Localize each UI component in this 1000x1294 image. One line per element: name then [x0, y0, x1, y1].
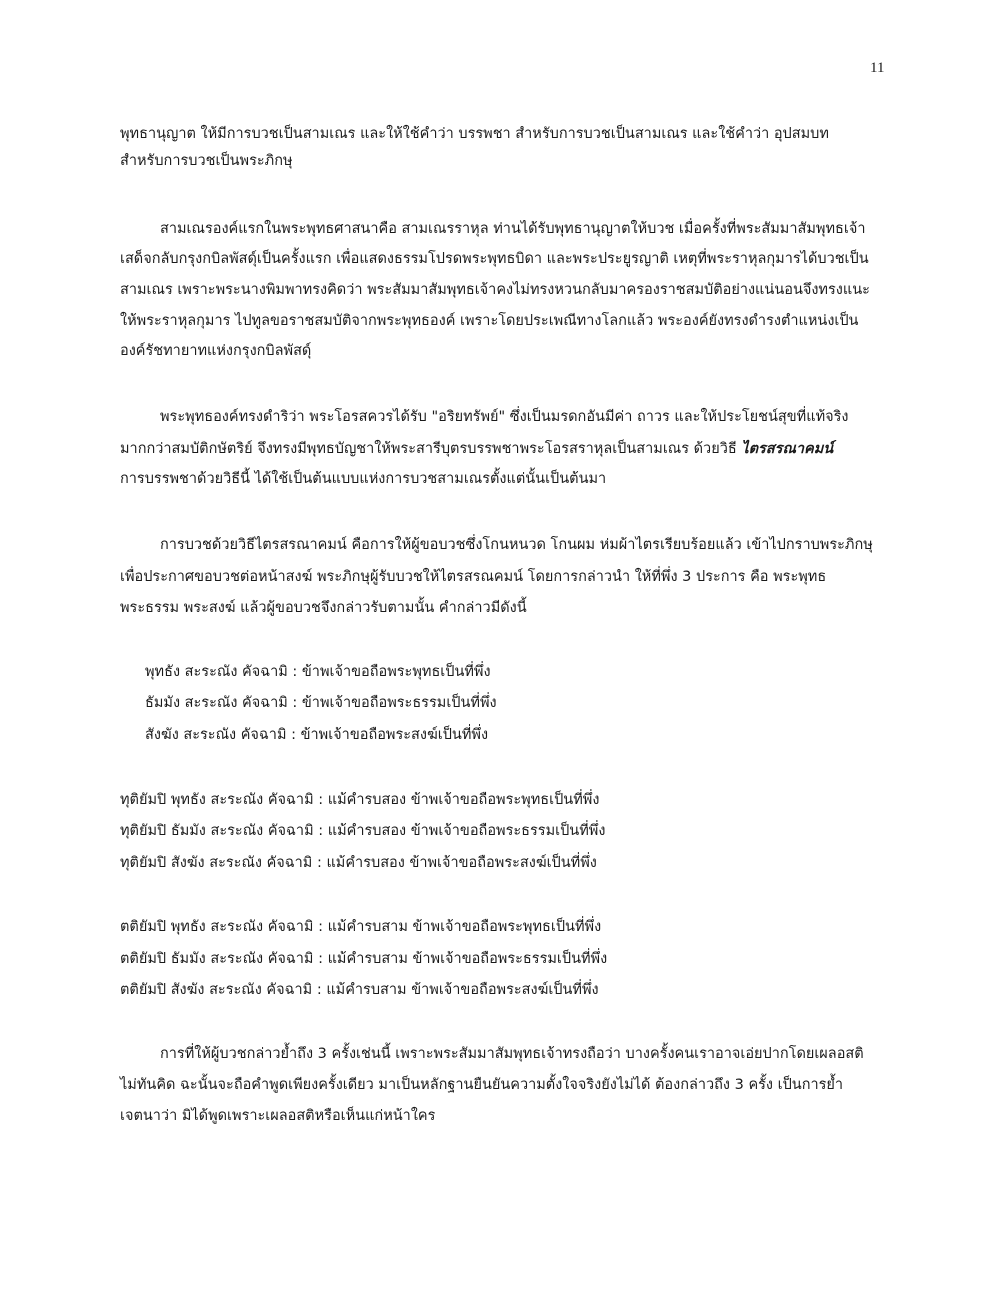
paragraph-1-line-1: พุทธานุญาต ให้มีการบวชเป็นสามเณร และให้ใช้คำว่า บรรพชา สำหรับการบวชเป็นสามเณร และใช้คำว่า อุปสมบท — [120, 126, 829, 142]
refuge-first-buddha: พุทธัง สะระณัง คัจฉามิ : ข้าพเจ้าขอถือพระพุทธเป็นที่พึ่ง — [145, 664, 491, 680]
refuge-second-buddha: ทุติยัมปิ พุทธัง สะระณัง คัจฉามิ : แม้คำรบสอง ข้าพเจ้าขอถือพระพุทธเป็นที่พึ่ง — [120, 792, 600, 808]
paragraph-5-line-3: เจตนาว่า มิได้พูดเพราะเผลอสติหรือเห็นแก่หน้าใคร — [120, 1108, 436, 1124]
refuge-first-dhamma: ธัมมัง สะระณัง คัจฉามิ : ข้าพเจ้าขอถือพระธรรมเป็นที่พึ่ง — [145, 695, 497, 711]
paragraph-5-line-1: การที่ให้ผู้บวชกล่าวย้ำถึง 3 ครั้งเช่นนี้ เพราะพระสัมมาสัมพุทธเจ้าทรงถือว่า บางครั้งคนเราอาจเอ่ยปากโดยเผลอสติ — [160, 1046, 864, 1062]
refuge-third-dhamma: ตติยัมปิ ธัมมัง สะระณัง คัจฉามิ : แม้คำรบสาม ข้าพเจ้าขอถือพระธรรมเป็นที่พึ่ง — [120, 951, 608, 967]
paragraph-2-line-5: องค์รัชทายาทแห่งกรุงกบิลพัสดุ์ — [120, 343, 312, 359]
refuge-third-buddha: ตติยัมปิ พุทธัง สะระณัง คัจฉามิ : แม้คำรบสาม ข้าพเจ้าขอถือพระพุทธเป็นที่พึ่ง — [120, 919, 602, 935]
refuge-first-sangha: สังฆัง สะระณัง คัจฉามิ : ข้าพเจ้าขอถือพระสงฆ์เป็นที่พึ่ง — [145, 727, 489, 743]
paragraph-4-line-2: เพื่อประกาศขอบวชต่อหน้าสงฆ์ พระภิกษุผู้รับบวชให้ไตรสรณคมน์ โดยการกล่าวนำ ให้ที่พึ่ง 3 ประการ คือ พระพุทธ — [120, 569, 827, 585]
page-number: 11 — [870, 60, 885, 76]
refuge-second-sangha: ทุติยัมปิ สังฆัง สะระณัง คัจฉามิ : แม้คำรบสอง ข้าพเจ้าขอถือพระสงฆ์เป็นที่พึ่ง — [120, 855, 597, 871]
paragraph-3-line-2 — [120, 439, 833, 459]
paragraph-4-line-1: การบวชด้วยวิธีไตรสรณาคมน์ คือการให้ผู้ขอบวชซึ่งโกนหนวด โกนผม ห่มผ้าไตรเรียบร้อยแล้ว เข้าไปกราบพระภิกษุ — [160, 537, 873, 553]
paragraph-3-line-1: พระพุทธองค์ทรงดำริว่า พระโอรสควรได้รับ "อริยทรัพย์" ซึ่งเป็นมรดกอันมีค่า ถาวร และให้ประโยชน์สุขที่แท้จริง — [160, 409, 849, 425]
paragraph-4-line-3: พระธรรม พระสงฆ์ แล้วผู้ขอบวชจึงกล่าวรับตามนั้น คำกล่าวมีดังนี้ — [120, 600, 527, 616]
refuge-third-sangha: ตติยัมปิ สังฆัง สะระณัง คัจฉามิ : แม้คำรบสาม ข้าพเจ้าขอถือพระสงฆ์เป็นที่พึ่ง — [120, 982, 599, 998]
paragraph-5-line-2: ไม่ทันคิด ฉะนั้นจะถือคำพูดเพียงครั้งเดียว มาเป็นหลักฐานยืนยันความตั้งใจจริงยังไม่ได้ ต้องกล่าวถึง 3 ครั้ง เป็นการย้ำ — [120, 1077, 844, 1093]
refuge-second-dhamma: ทุติยัมปิ ธัมมัง สะระณัง คัจฉามิ : แม้คำรบสอง ข้าพเจ้าขอถือพระธรรมเป็นที่พึ่ง — [120, 823, 606, 839]
paragraph-2-line-4: ให้พระราหุลกุมาร ไปทูลขอราชสมบัติจากพระพุทธองค์ เพราะโดยประเพณีทางโลกแล้ว พระองค์ยังทรงดำรงตำแหน่งเป็น — [120, 313, 859, 329]
paragraph-2-line-1: สามเณรองค์แรกในพระพุทธศาสนาคือ สามเณรราหุล ท่านได้รับพุทธานุญาตให้บวช เมื่อครั้งที่พระสัมมาสัมพุทธเจ้า — [160, 221, 866, 237]
paragraph-3-line-3: การบรรพชาด้วยวิธีนี้ ได้ใช้เป็นต้นแบบแห่งการบวชสามเณรตั้งแต่นั้นเป็นต้นมา — [120, 471, 607, 487]
paragraph-3-line-2-text: มากกว่าสมบัติกษัตริย์ จึงทรงมีพุทธบัญชาให้พระสารีบุตรบรรพชาพระโอรสราหุลเป็นสามเณร ด้วยวิธี — [120, 441, 742, 457]
emphasis-term: ไตรสรณาคมน์ — [741, 441, 834, 457]
paragraph-2-line-2: เสด็จกลับกรุงกบิลพัสดุ์เป็นครั้งแรก เพื่อแสดงธรรมโปรดพระพุทธบิดา และพระประยูรญาติ เหตุที่พระราหุลกุมารได้บวชเป็น — [120, 251, 869, 267]
paragraph-2-line-3: สามเณร เพราะพระนางพิมพาทรงคิดว่า พระสัมมาสัมพุทธเจ้าคงไม่ทรงหวนกลับมาครองราชสมบัติอย่างแน่นอนจึงทรงแนะ — [120, 282, 870, 298]
paragraph-1-line-2: สำหรับการบวชเป็นพระภิกษุ — [120, 153, 293, 169]
